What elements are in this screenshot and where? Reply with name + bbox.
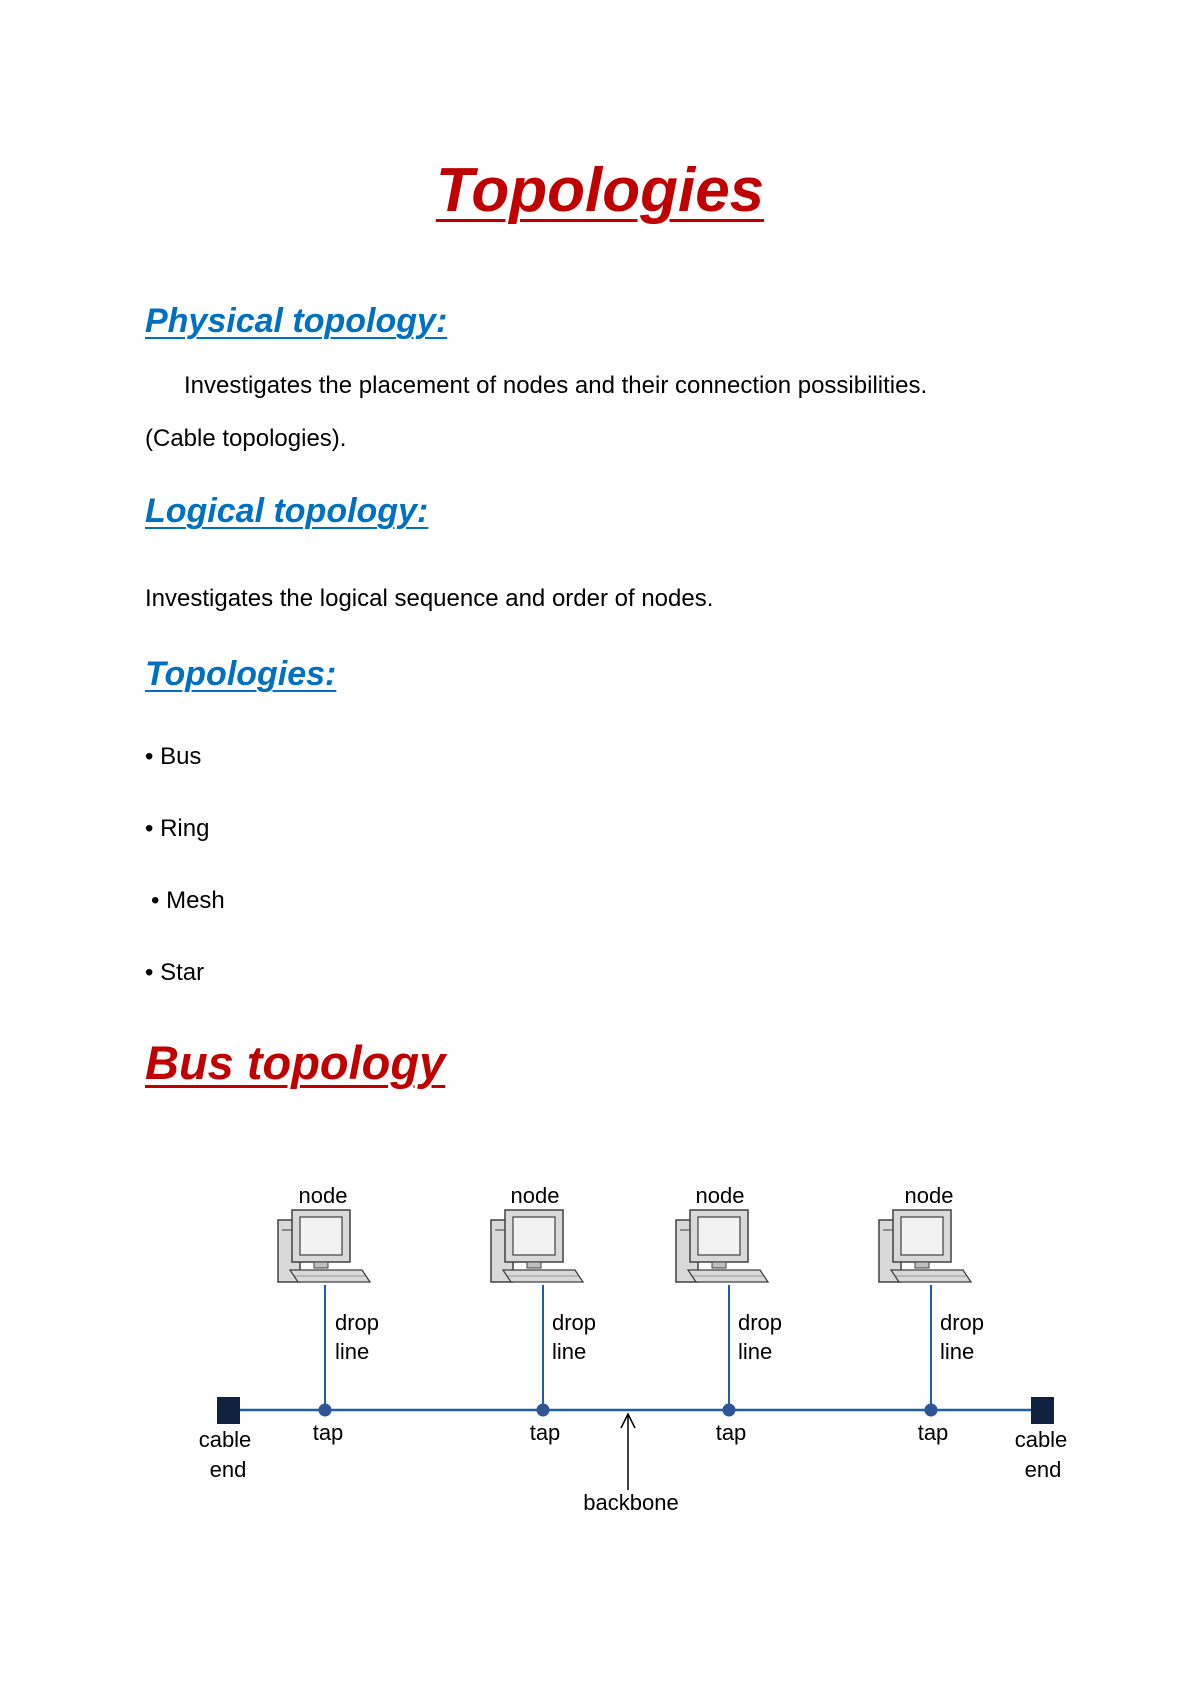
tap-label: tap <box>312 1420 344 1445</box>
node-1 <box>278 1183 379 1445</box>
page-title: Topologies <box>435 156 765 225</box>
cable-end-label: end <box>1024 1457 1062 1482</box>
computer-icon <box>879 1210 971 1282</box>
cable-end-right <box>1031 1397 1054 1424</box>
tap-dot <box>723 1404 736 1417</box>
node-2 <box>491 1183 596 1445</box>
topology-list-item: • Ring <box>145 815 210 842</box>
cable-end-left <box>217 1397 240 1424</box>
node-label: node <box>904 1183 954 1208</box>
topology-list-item: • Bus <box>145 743 202 770</box>
topologies-heading: Topologies: <box>145 655 337 693</box>
node-4 <box>879 1183 984 1445</box>
tap-dot <box>319 1404 332 1417</box>
tap-label: tap <box>917 1420 949 1445</box>
drop-line-label: drop <box>940 1310 985 1335</box>
drop-line-label: drop <box>738 1310 783 1335</box>
logical-topology-description: Investigates the logical sequence and order of nodes. <box>145 585 714 612</box>
node-label: node <box>298 1183 348 1208</box>
physical-topology-note: (Cable topologies). <box>145 425 347 452</box>
node-label: node <box>695 1183 745 1208</box>
tap-dot <box>537 1404 550 1417</box>
bus-topology-heading: Bus topology <box>145 1036 446 1089</box>
physical-topology-heading: Physical topology: <box>145 302 448 340</box>
drop-line-label: line <box>552 1339 587 1364</box>
node-3 <box>676 1183 782 1445</box>
drop-line-label: drop <box>335 1310 380 1335</box>
tap-label: tap <box>529 1420 561 1445</box>
computer-icon <box>676 1210 768 1282</box>
drop-line-label: line <box>940 1339 975 1364</box>
drop-line-label: drop <box>552 1310 597 1335</box>
node-label: node <box>510 1183 560 1208</box>
computer-icon <box>491 1210 583 1282</box>
drop-line-label: line <box>335 1339 370 1364</box>
computer-icon <box>278 1210 370 1282</box>
topology-list-item: • Star <box>145 959 205 986</box>
tap-dot <box>925 1404 938 1417</box>
cable-end-label: cable <box>198 1427 252 1452</box>
drop-line-label: line <box>738 1339 773 1364</box>
cable-end-label: end <box>209 1457 247 1482</box>
cable-end-label: cable <box>1014 1427 1068 1452</box>
topology-list-item: • Mesh <box>151 887 225 914</box>
logical-topology-heading: Logical topology: <box>145 492 429 530</box>
tap-label: tap <box>715 1420 747 1445</box>
physical-topology-description: Investigates the placement of nodes and their connection possibilities. <box>184 372 928 399</box>
backbone-label: backbone <box>583 1490 679 1515</box>
